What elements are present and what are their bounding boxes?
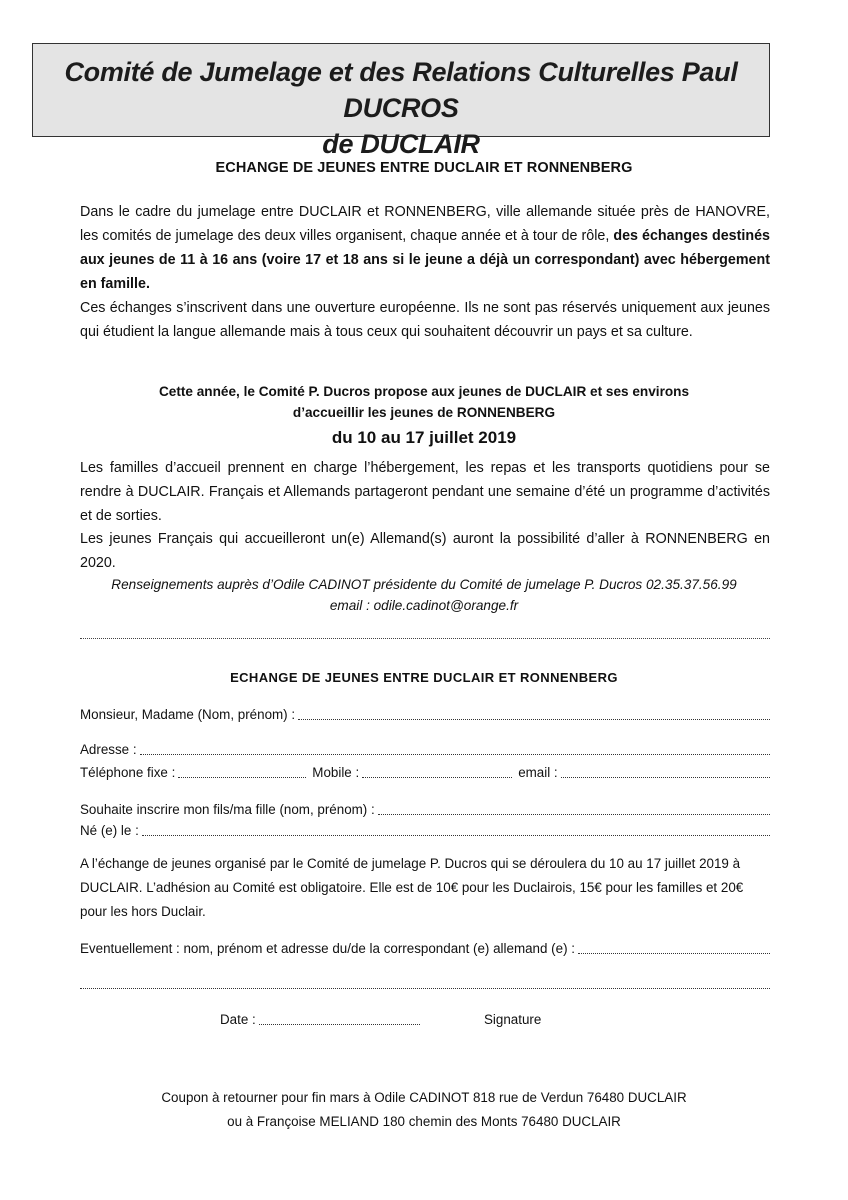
name-dotted-line[interactable] [298,719,770,720]
child-field[interactable] [80,801,770,819]
contact-line1: Renseignements auprès d’Odile CADINOT présidente du Comité de jumelage P. Ducros 02.35.37.56.99 [111,577,737,592]
footer-line1: Coupon à retourner pour fin mars à Odile CADINOT 818 rue de Verdun 76480 DUCLAIR [161,1090,687,1105]
announcement-line1: Cette année, le Comité P. Ducros propose aux jeunes de DUCLAIR et ses environs [158,384,690,399]
correspondent-dotted-line[interactable] [578,953,770,954]
details-paragraph-2: Les jeunes Français qui accueilleront un(e) Allemand(s) auront la possibilité d’aller à RONNENBERG en 2020. [80,531,770,571]
correspondent-extra-dotted-line[interactable] [80,988,770,989]
contact-email: email : odile.cadinot@orange.fr [329,598,519,613]
form-terms-text [80,852,770,924]
exchange-dates: du 10 au 17 juillet 2019 [331,428,517,447]
intro-bold-text: des échanges destinés aux jeunes de 11 à 16 ans (voire 17 et 18 ans si le jeune a déjà un correspondant) avec hébergement en famille. [80,228,770,292]
date-field[interactable] [220,1011,420,1029]
details-paragraph-1: Les familles d’accueil prennent en charge l’hébergement, les repas et les transports quotidiens pour se rendre à DUCLAIR. Français et Allemands partageront pendant une semaine d’été un programme d’activités et de sorties. [80,460,770,524]
date-dotted-line[interactable] [259,1024,420,1025]
birthdate-field[interactable] [80,822,770,840]
email-label: email : [518,765,558,780]
signature-label: Signature [484,1012,542,1027]
signature-area[interactable] [484,1011,604,1029]
intro-paragraph-1 [80,200,770,296]
address-label: Adresse : [80,742,137,757]
child-label: Souhaite inscrire mon fils/ma fille (nom, prénom) : [80,802,375,817]
correspondent-label: Eventuellement : nom, prénom et adresse du/de la correspondant (e) allemand (e) : [80,941,575,956]
correspondent-extra-line[interactable] [80,975,770,993]
birthdate-label: Né (e) le : [80,823,139,838]
intro-text: Dans le cadre du jumelage entre DUCLAIR et RONNENBERG, ville allemande située près de HANOVRE, les comités de jumelage des deux villes organisent, chaque année et à tour de rôle, [80,204,770,244]
intro-paragraph-2: Ces échanges s’inscrivent dans une ouverture européenne. Ils ne sont pas réservés uniquement aux jeunes qui étudient la langue allemande mais à tous ceux qui souhaitent découvrir un pays et sa culture. [80,300,770,340]
address-field[interactable] [80,741,770,759]
form-heading: ECHANGE DE JEUNES ENTRE DUCLAIR ET RONNENBERG [230,670,618,685]
birthdate-dotted-line[interactable] [142,835,770,836]
form-terms-start: A l’échange de jeunes organisé par le Comité de jumelage P. Ducros qui se déroulera du 10 au 17 juillet 2019 à DUCLAIR. [80,856,741,895]
child-dotted-line[interactable] [378,814,770,815]
phone-label: Téléphone fixe : [80,765,176,780]
mobile-dotted-line[interactable] [362,777,512,778]
correspondent-field[interactable] [80,940,770,958]
header-title-line2: de DUCLAIR [322,129,480,159]
mobile-label: Mobile : [312,765,360,780]
footer-line2: ou à Françoise MELIAND 180 chemin des Monts 76480 DUCLAIR [227,1114,621,1129]
email-dotted-line[interactable] [561,777,770,778]
header-box [32,43,770,159]
cut-line [80,638,770,639]
announcement-line2: d’accueillir les jeunes de RONNENBERG [292,405,556,420]
address-dotted-line[interactable] [140,754,770,755]
main-heading: ECHANGE DE JEUNES ENTRE DUCLAIR ET RONNENBERG [215,160,633,176]
form-terms-rest: L’adhésion au Comité est obligatoire. Elle est de 10€ pour les Duclairois, 15€ pour les familles et 20€ pour les hors Duclair. [80,880,744,919]
phone-row [80,764,770,782]
phone-dotted-line[interactable] [178,777,306,778]
name-label: Monsieur, Madame (Nom, prénom) : [80,707,296,722]
header-title-line1: Comité de Jumelage et des Relations Culturelles Paul DUCROS [64,57,738,123]
date-label: Date : [220,1012,256,1027]
name-field[interactable] [80,706,770,724]
